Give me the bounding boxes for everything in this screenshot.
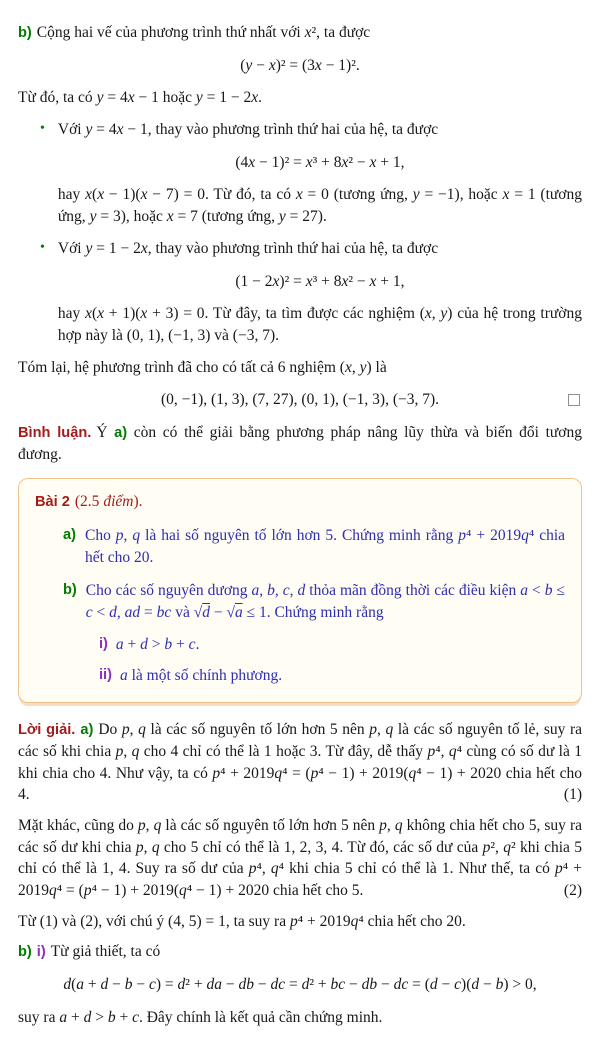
bullet-icon: • [40,121,45,137]
solution-display-equation: d(a + d − b − c) = d² + da − db − dc = d² + bc − db − dc = (d − c)(d − b) > 0, [63,976,537,993]
problem-item-b-label: b) [63,582,77,599]
solution-part-b-i-label: i) [36,944,46,961]
solution-part-b-label: b) [18,944,32,961]
case-1-analysis: hay x(x − 1)(x − 7) = 0. Từ đó, ta có x = 0 (tương ứng, y = −1), hoặc x = 1 (tương ứng, y = 3), hoặc x = 7 (tương ứng, y = 27). [57,186,582,226]
solution-label: Lời giải. [18,722,76,739]
solution-closing: suy ra a + d > b + c. Đây chính là kết quả cần chứng minh. [18,1008,383,1026]
case-2-display-equation: (1 − 2x)² = x³ + 8x² − x + 1, [235,272,405,290]
remark-paragraph [18,422,582,465]
case-2-content [58,238,582,347]
solution-part-b-intro [18,941,582,963]
problem-subitem-ii [99,665,565,687]
problem-subitem-i [99,634,565,656]
part-b-intro-text: Cộng hai vế của phương trình thứ nhất với x², ta được [36,24,371,41]
part-b-label: b) [18,25,32,41]
solutions-list-line [18,389,582,411]
problem-item-a-label: a) [63,527,76,543]
solution-paragraph-3: Từ (1) và (2), với chú ý (4, 5) = 1, ta suy ra p⁴ + 2019q⁴ chia hết cho 20. [18,912,466,930]
solution-part-a-label: a) [80,722,94,739]
case-1-intro: Với y = 4x − 1, thay vào phương trình thứ hai của hệ, ta được [57,121,439,139]
problem-item-a-text: Cho p, q là hai số nguyên tố lớn hơn 5. Chứng minh rằng p⁴ + 2019q⁴ chia hết cho 20. [84,527,566,566]
case-bullet-2 [40,238,582,347]
bullet-icon: • [40,239,45,255]
problem-points: (2.5 điểm). [74,493,143,511]
qed-symbol [568,394,580,406]
case-1-display-equation: (4x − 1)² = x³ + 8x² − x + 1, [235,153,405,171]
remark-text: Ý a) còn có thể giải bằng phương pháp nâng lũy thừa và biến đổi tương đương. [18,423,582,463]
problem-subitem-ii-label: ii) [99,667,112,684]
problem-number: Bài 2 [35,494,70,511]
case-1-content [58,119,582,228]
problem-item-a [63,525,565,568]
solution-paragraph-1 [18,719,582,806]
solution-paragraph-1-text: Do p, q là các số nguyên tố lớn hơn 5 nên p, q là các số nguyên tố lẻ, suy ra các số khi chia p, q cho 4 chỉ có thể là 1 hoặc 3. Từ đây, dễ thấy p⁴, q⁴ cùng có số dư là 1 khi chia cho 4. Như vậy, ta có p⁴ + 2019q⁴ = (p⁴ − 1) + 2019(q⁴ − 1) + 2020 chia hết cho 4. [18,721,583,804]
solution-paragraph-2-text: Mặt khác, cũng do p, q là các số nguyên tố lớn hơn 5 nên p, q không chia hết cho 5, suy ra các số dư khi chia p, q cho 5 chỉ có thể là 1, 2, 3, 4. Từ đó, các số dư của p², q² khi chia 5 chỉ có thể là 1, 4. Suy ra số dư của p⁴, q⁴ khi chia 5 chỉ có thể là 1. Như thế, ta có p⁴ + 2019q⁴ = (p⁴ − 1) + 2019(q⁴ − 1) + 2020 chia hết cho 5. [18,816,582,899]
equation-number-1: (1) [563,786,582,804]
solutions-list: (0, −1), (1, 3), (7, 27), (0, 1), (−1, 3), (−3, 7). [160,391,440,409]
solution-part-b-intro-text: Từ giả thiết, ta có [50,943,161,961]
case-2-analysis: hay x(x + 1)(x + 3) = 0. Từ đây, ta tìm được các nghiệm (x, y) của hệ trong trường hợp này là (0, 1), (−1, 3) và (−3, 7). [57,305,582,344]
problem-box [18,478,582,703]
remark-label: Bình luận. [18,424,92,441]
display-equation-squares: (y − x)² = (3x − 1)². [240,56,360,74]
problem-item-b [63,580,565,623]
case-bullet-1 [40,119,582,228]
problem-box-title [35,491,565,513]
cases-line: Từ đó, ta có y = 4x − 1 hoặc y = 1 − 2x. [18,89,262,107]
problem-subitem-i-label: i) [99,635,108,652]
problem-subitem-i-text: a + d > b + c. [115,635,200,653]
solution-paragraph-2 [18,815,582,902]
case-2-intro: Với y = 1 − 2x, thay vào phương trình thứ hai của hệ, ta được [57,239,439,257]
conclusion-intro: Tóm lại, hệ phương trình đã cho có tất cả 6 nghiệm (x, y) là [18,358,387,376]
problem-item-b-text: Cho các số nguyên dương a, b, c, d thỏa mãn đồng thời các điều kiện a < b ≤ c < d, ad = bc và √d − √a ≤ 1. Chứng minh rằng [85,582,565,622]
part-b-intro-paragraph [18,22,582,44]
equation-number-2: (2) [563,881,582,899]
problem-subitem-ii-text: a là một số chính phương. [119,667,283,685]
